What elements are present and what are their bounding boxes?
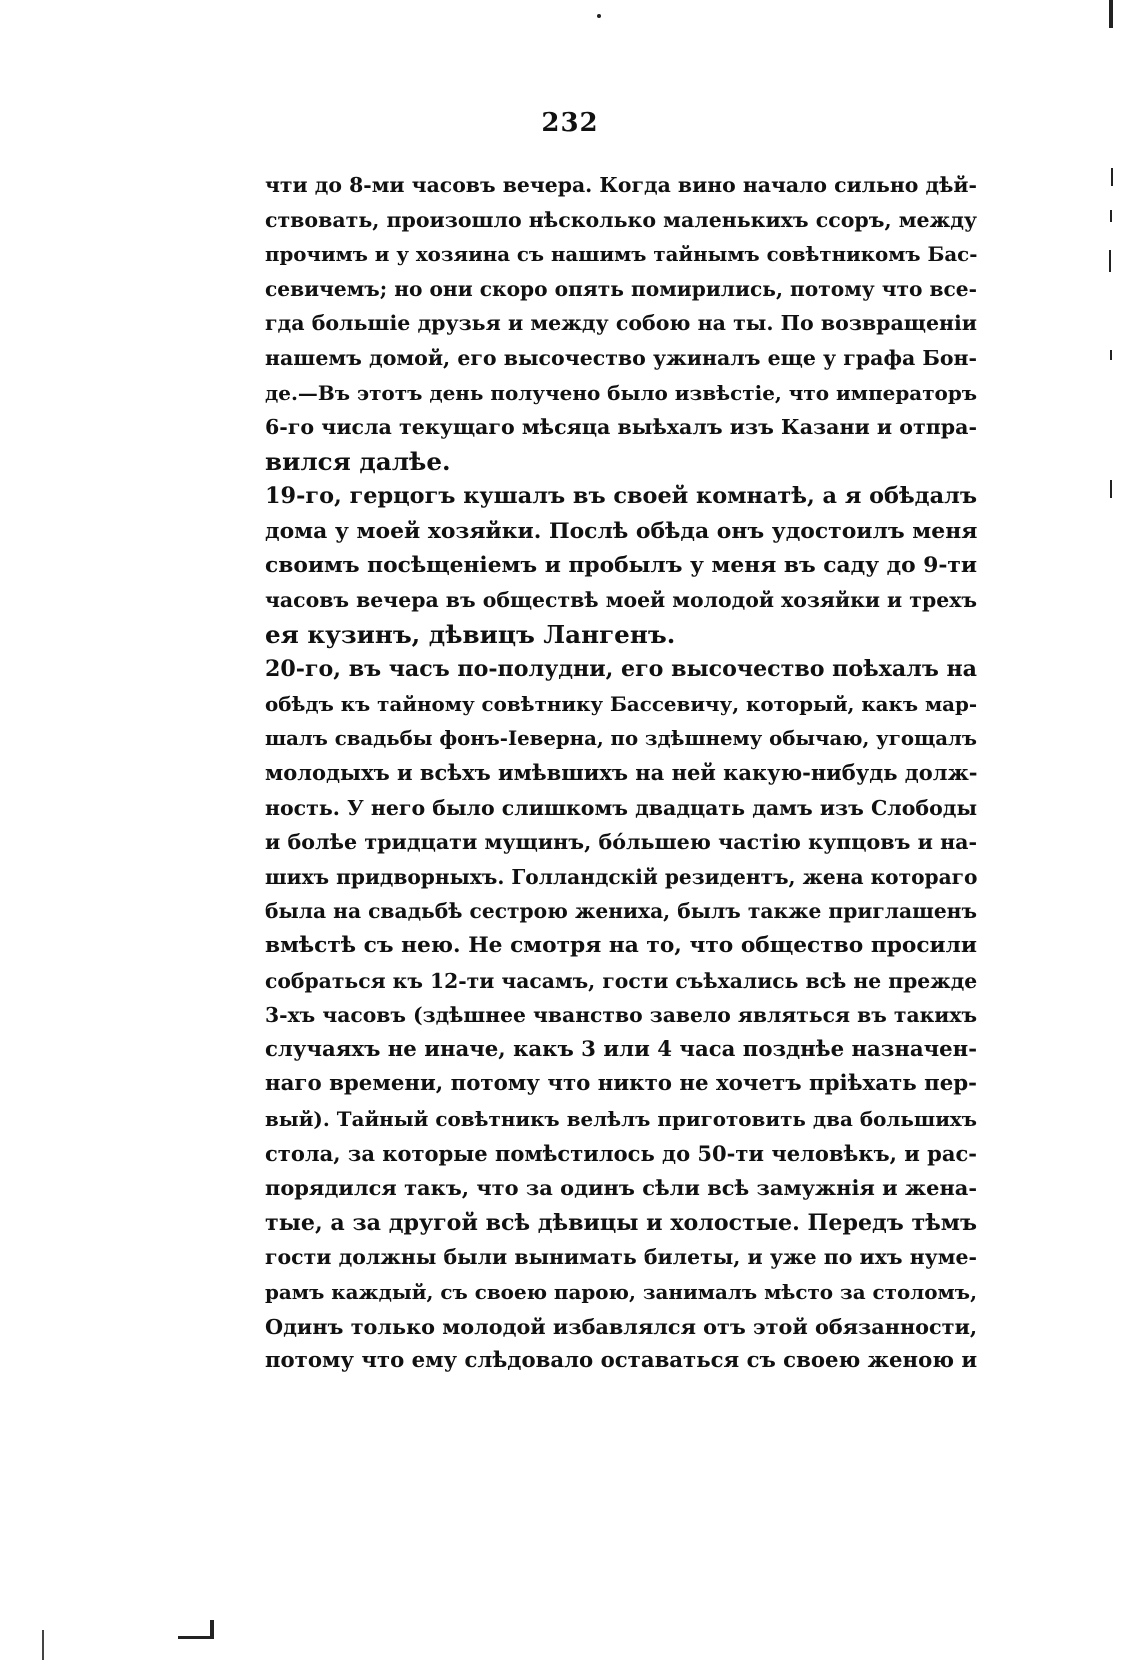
text-line: была на свадьбѣ сестрою жениха, былъ также приглашенъ bbox=[265, 899, 977, 924]
text-line: вился далѣе. bbox=[265, 446, 451, 476]
text-line: и болѣе тридцати мущинъ, бо́льшею частію купцовъ и на- bbox=[265, 830, 978, 855]
text-line: вмѣстѣ съ нею. Не смотря на то, что общество просили bbox=[265, 933, 977, 959]
text-line: 20-го, въ часъ по-полудни, его высочество поѣхалъ на bbox=[265, 656, 978, 683]
text-line: своимъ посѣщеніемъ и пробылъ у меня въ саду до 9-ти bbox=[265, 552, 977, 578]
text-line: гда большіе друзья и между собою на ты. По возвращеніи bbox=[265, 311, 977, 336]
text-line: потому что ему слѣдовало оставаться съ своею женою и bbox=[265, 1348, 978, 1374]
text-line: 3-хъ часовъ (здѣшнее чванство завело являться въ такихъ bbox=[265, 1003, 978, 1028]
text-line: наго времени, потому что никто не хочетъ пріѣхать пер- bbox=[265, 1071, 977, 1097]
text-line: случаяхъ не иначе, какъ 3 или 4 часа позднѣе назначен- bbox=[265, 1036, 977, 1062]
scan-corner-mark bbox=[178, 1636, 214, 1639]
text-line: 19-го, герцогъ кушалъ въ своей комнатѣ, а я обѣдалъ bbox=[265, 483, 977, 510]
text-line: вый). Тайный совѣтникъ велѣлъ приготовить два большихъ bbox=[265, 1107, 977, 1132]
text-line: гости должны были вынимать билеты, и уже по ихъ нуме- bbox=[265, 1245, 977, 1270]
scan-edge-mark bbox=[1110, 350, 1112, 360]
page-number: 232 bbox=[541, 108, 599, 138]
text-line: обѣдъ къ тайному совѣтнику Бассевичу, который, какъ мар- bbox=[265, 691, 978, 716]
text-line: часовъ вечера въ обществѣ моей молодой хозяйки и трехъ bbox=[265, 588, 978, 613]
text-line: ность. У него было слишкомъ двадцать дамъ изъ Слободы bbox=[265, 795, 977, 820]
text-line: Одинъ только молодой избавлялся отъ этой обязанности, bbox=[265, 1313, 978, 1339]
text-line: тые, а за другой всѣ дѣвицы и холостые. Передъ тѣмъ bbox=[265, 1209, 977, 1236]
text-line: ея кузинъ, дѣвицъ Лангенъ. bbox=[265, 619, 676, 649]
scan-corner-mark bbox=[210, 1620, 214, 1638]
scan-speck bbox=[597, 14, 601, 18]
scan-edge-mark bbox=[42, 1630, 44, 1660]
text-line: шихъ придворныхъ. Голландскій резидентъ, жена котораго bbox=[265, 864, 978, 889]
text-line: 6-го числа текущаго мѣсяца выѣхалъ изъ Казани и отпра- bbox=[265, 415, 977, 440]
text-line: ствовать, произошло нѣсколько маленькихъ ссоръ, между bbox=[265, 207, 978, 232]
scan-edge-mark bbox=[1111, 168, 1113, 186]
text-line: чти до 8-ми часовъ вечера. Когда вино начало сильно дѣй- bbox=[265, 173, 977, 197]
text-line: дома у моей хозяйки. Послѣ обѣда онъ удостоилъ меня bbox=[265, 517, 978, 544]
text-line: нашемъ домой, его высочество ужиналъ еще у графа Бон- bbox=[265, 345, 978, 370]
text-line: шалъ свадьбы фонъ-Іеверна, по здѣшнему обычаю, угощалъ bbox=[265, 726, 978, 750]
text-line: порядился такъ, что за одинъ сѣли всѣ замужнія и жена- bbox=[265, 1175, 977, 1201]
scan-edge-mark bbox=[1109, 0, 1113, 28]
scan-edge-mark bbox=[1110, 480, 1112, 498]
text-line: рамъ каждый, съ своею парою, занималъ мѣсто за столомъ, bbox=[265, 1280, 977, 1304]
scan-edge-mark bbox=[1110, 210, 1112, 222]
text-line: севичемъ; но они скоро опять помирились, потому что все- bbox=[265, 276, 977, 301]
text-line: стола, за которые помѣстилось до 50-ти человѣкъ, и рас- bbox=[265, 1140, 977, 1166]
text-line: молодыхъ и всѣхъ имѣвшихъ на ней какую-нибудь долж- bbox=[265, 760, 978, 786]
text-line: де.—Въ этотъ день получено было извѣстіе, что императоръ bbox=[265, 380, 978, 405]
body-text bbox=[265, 168, 977, 1379]
scan-edge-mark bbox=[1109, 250, 1111, 272]
text-line: собраться къ 12-ти часамъ, гости съѣхались всѣ не прежде bbox=[265, 968, 978, 993]
text-line: прочимъ и у хозяина съ нашимъ тайнымъ совѣтникомъ Бас- bbox=[265, 242, 978, 267]
